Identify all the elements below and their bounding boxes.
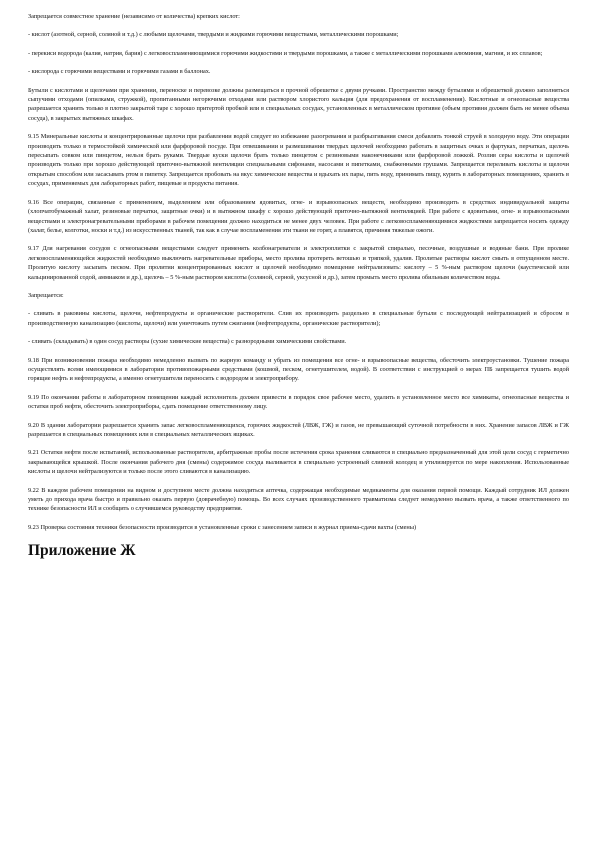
paragraph-9-16: 9.16 Все операции, связанные с применением, выделением или образованием ядовитых, огне- и взрывоопасных веществ, необходимо производить в средствах индивидуальной защиты (хлопчатобумажный халат, резиновые перчатки, защитные очки) и в вытяжном шкафу с хорошо действующей приточно-вытяжной вентиляцией. При работе с ядовитыми, огне- и взрывоопасными веществами и электронагревательными приборами в рабочем помещении должно находиться не менее двух человек. При работе с легковоспламеняющимися жидкостями запрещается носить одежду (халат, белье, колготки, носки и т.д.) из искусственных тканей, так как в случае воспламенения эти ткани не горят, а плавятся, причиняя тяжелые ожоги. (28, 198, 569, 234)
paragraph-9-15: 9.15 Минеральные кислоты и концентрированные щелочи при разбавлении водой следует во избежание разогревания и разбрызгивания смеси добавлять тонкой струей в холодную воду. Эти операции производить только в термостойкой химической или фарфоровой посуде. При отвешивании и размешивании твердых щелочей необходимо работать в защитных очках и фартуках, перчатках, щелочь пересыпать совком или пинцетом, нельзя брать руками. Твердые куски щелочи брать только пинцетом с резиновыми наконечниками или фарфоровой ложкой. Розлив серы кислоты и щелочей производить только при хорошо действующей приточно-вытяжной вентиляции специальными сифонами, насосами и пипетками, снабженными грушами. Запрещается переливать кислоты и щелочи открытым способом или засасывать ртом в пипетку. Запрещается пробовать на вкус химические вещества и вдыхать их пары, пить воду, принимать пищу, курить в лабораторных помещениях, хранить в сосудах, применяемых для лабораторных работ, пищевые и продукты питания. (28, 133, 569, 188)
paragraph-mix-item: - сливать (складывать) в один сосуд растворы (сухие химические вещества) с разнородными химическими свойствами. (28, 338, 347, 346)
paragraph-9-19: 9.19 По окончании работы в лабораторном помещении каждый исполнитель должен привести в порядок свое рабочее место, удалить в установленное место все химикаты, огнеопасные вещества и остатки проб нефти, обесточить электроприборы, сдать помещение ответственному лицу. (28, 393, 569, 411)
paragraph-peroxide-item: - перекиси водорода (калия, натрия, бария) с легковоспламеняющимися горючими жидкостями и твердыми порошками, а также с металлическими порошками алюминия, магния, и их сплавов; (28, 49, 543, 57)
paragraph-9-18: 9.18 При возникновении пожара необходимо немедленно вызвать по жарную команду и убрать из помещения все огне- и взрывоопасные вещества, обесточить электроустановки. Тушение пожара осуществлять всеми имеющимися в лаборатории противопожарными средствами (кошмой, песком, огнетушителем, водой). В соответствии с инструкцией о мерах ПБ запрещается тушить водой горящие нефть и нефтепродукты, а именно огнетушители переносить с водородом и электроприбору. (28, 356, 569, 383)
paragraph-prohibited: Запрещается: (28, 291, 64, 299)
paragraph-9-17: 9.17 Для нагревания сосудов с огнеопасными веществами следует применять колбонагреватели и электроплитки с закрытой спиралью, песочные, воздушные и водяные бани. При пролике легковоспламеняющейся жидкостей необходимо выключить нагревательные приборы, место пролива протереть ветошью и тряпкой, удалив. Пролитые растворы кислот смыть в отпущенном месте. Пролитую кислоту засыпать песком. При пролитии концентрированных кислот и щелочей необходимо помещение нейтрализовать: кислоту – 5 %-ным раствором щелочи (каустической или кальцинированной содой, аммиаком и др.), щелочь – 5 %-ным раствором кислоты (соляной, серной, уксусной и др.), затем промыть место пролива обильным количеством воды. (28, 245, 569, 281)
paragraph-oxygen-item: - кислорода с горючими веществами и горючими газами в баллонах. (28, 68, 211, 76)
paragraph-storage-ban: Запрещается совместное хранение (независимо от количества) крепких кислот: (28, 13, 240, 20)
paragraph-bottles: Бутыли с кислотами и щелочами при хранении, переноске и перевозке должны размещаться в прочной обрешетке с двумя ручками. Пространство между бутылями и обрешеткой должно заполняться сыпучими отходами (опилками, стружкой), пропитанными негорючими отходами или раствором хлористого кальция (для предохранения от воспламенения). Кислотные и огнеопасные вещества разрешается хранить только в плотно закрытой таре с хорошо притертой пробкой или в специальных сосудах, установленных в металлическом противне (объем противня должен быть не менее объема сосуда), в закрытых вытяжных шкафах. (28, 86, 569, 122)
paragraph-9-21: 9.21 Остатки нефти после испытаний, использованные растворители, арбитражные пробы после истечения срока хранения сливаются в специально предназначенный для этой цели сосуд с герметично закрывающейся крышкой. После окончания рабочего дня (смены) содержимое сосуда выливается в специально устроенный сливной колодец и утилизируется по мере накопления. Использованные кислоты и щелочи нейтрализуются и только после этого сливаются в канализацию. (28, 449, 569, 476)
paragraph-drain-item: - сливать в раковины кислоты, щелочи, нефтепродукты и органические растворители. Слив их производить раздельно в специальные бутыли с последующей нейтрализацией и сбросом в производственную канализацию (кислоты, щелочи) или уничтожать путем сжигания (нефтепродукты, органические растворители); (28, 310, 569, 327)
paragraph-9-22: 9.22 В каждом рабочем помещении на видном и доступном месте должна находиться аптечка, содержащая необходимые медикаменты для оказания первой помощи. Каждый сотрудник ИЛ должен уметь до прихода врача быстро и правильно оказать первую (доврачебную) помощь. Во всех случаях производственного травматизма следует немедленно вызвать врача, а также ответственного по технике безопасности ИЛ и сообщить о случившемся руководству предприятия. (28, 486, 569, 513)
appendix-heading: Приложение Ж (28, 542, 136, 560)
paragraph-9-23: 9.23 Проверка состояния техники безопасности производится в установленные сроки с занесением записи в журнал приема-сдачи вахты (смены) (28, 523, 417, 531)
paragraph-9-20: 9.20 В здании лаборатории разрешается хранить запас легковоспламеняющихся, горючих жидкостей (ЛВЖ, ГЖ) и газов, не превышающий суточной потребности в них. Хранение запасов ЛВЖ и ГЖ разрешается в специальных помещениях или в специальных металлических ящиках. (28, 421, 569, 438)
paragraph-acids-item: - кислот (азотной, серной, соляной и т.д.) с любыми щелочами, твердыми и жидкими горючими веществами, металлическими порошками; (28, 31, 399, 39)
